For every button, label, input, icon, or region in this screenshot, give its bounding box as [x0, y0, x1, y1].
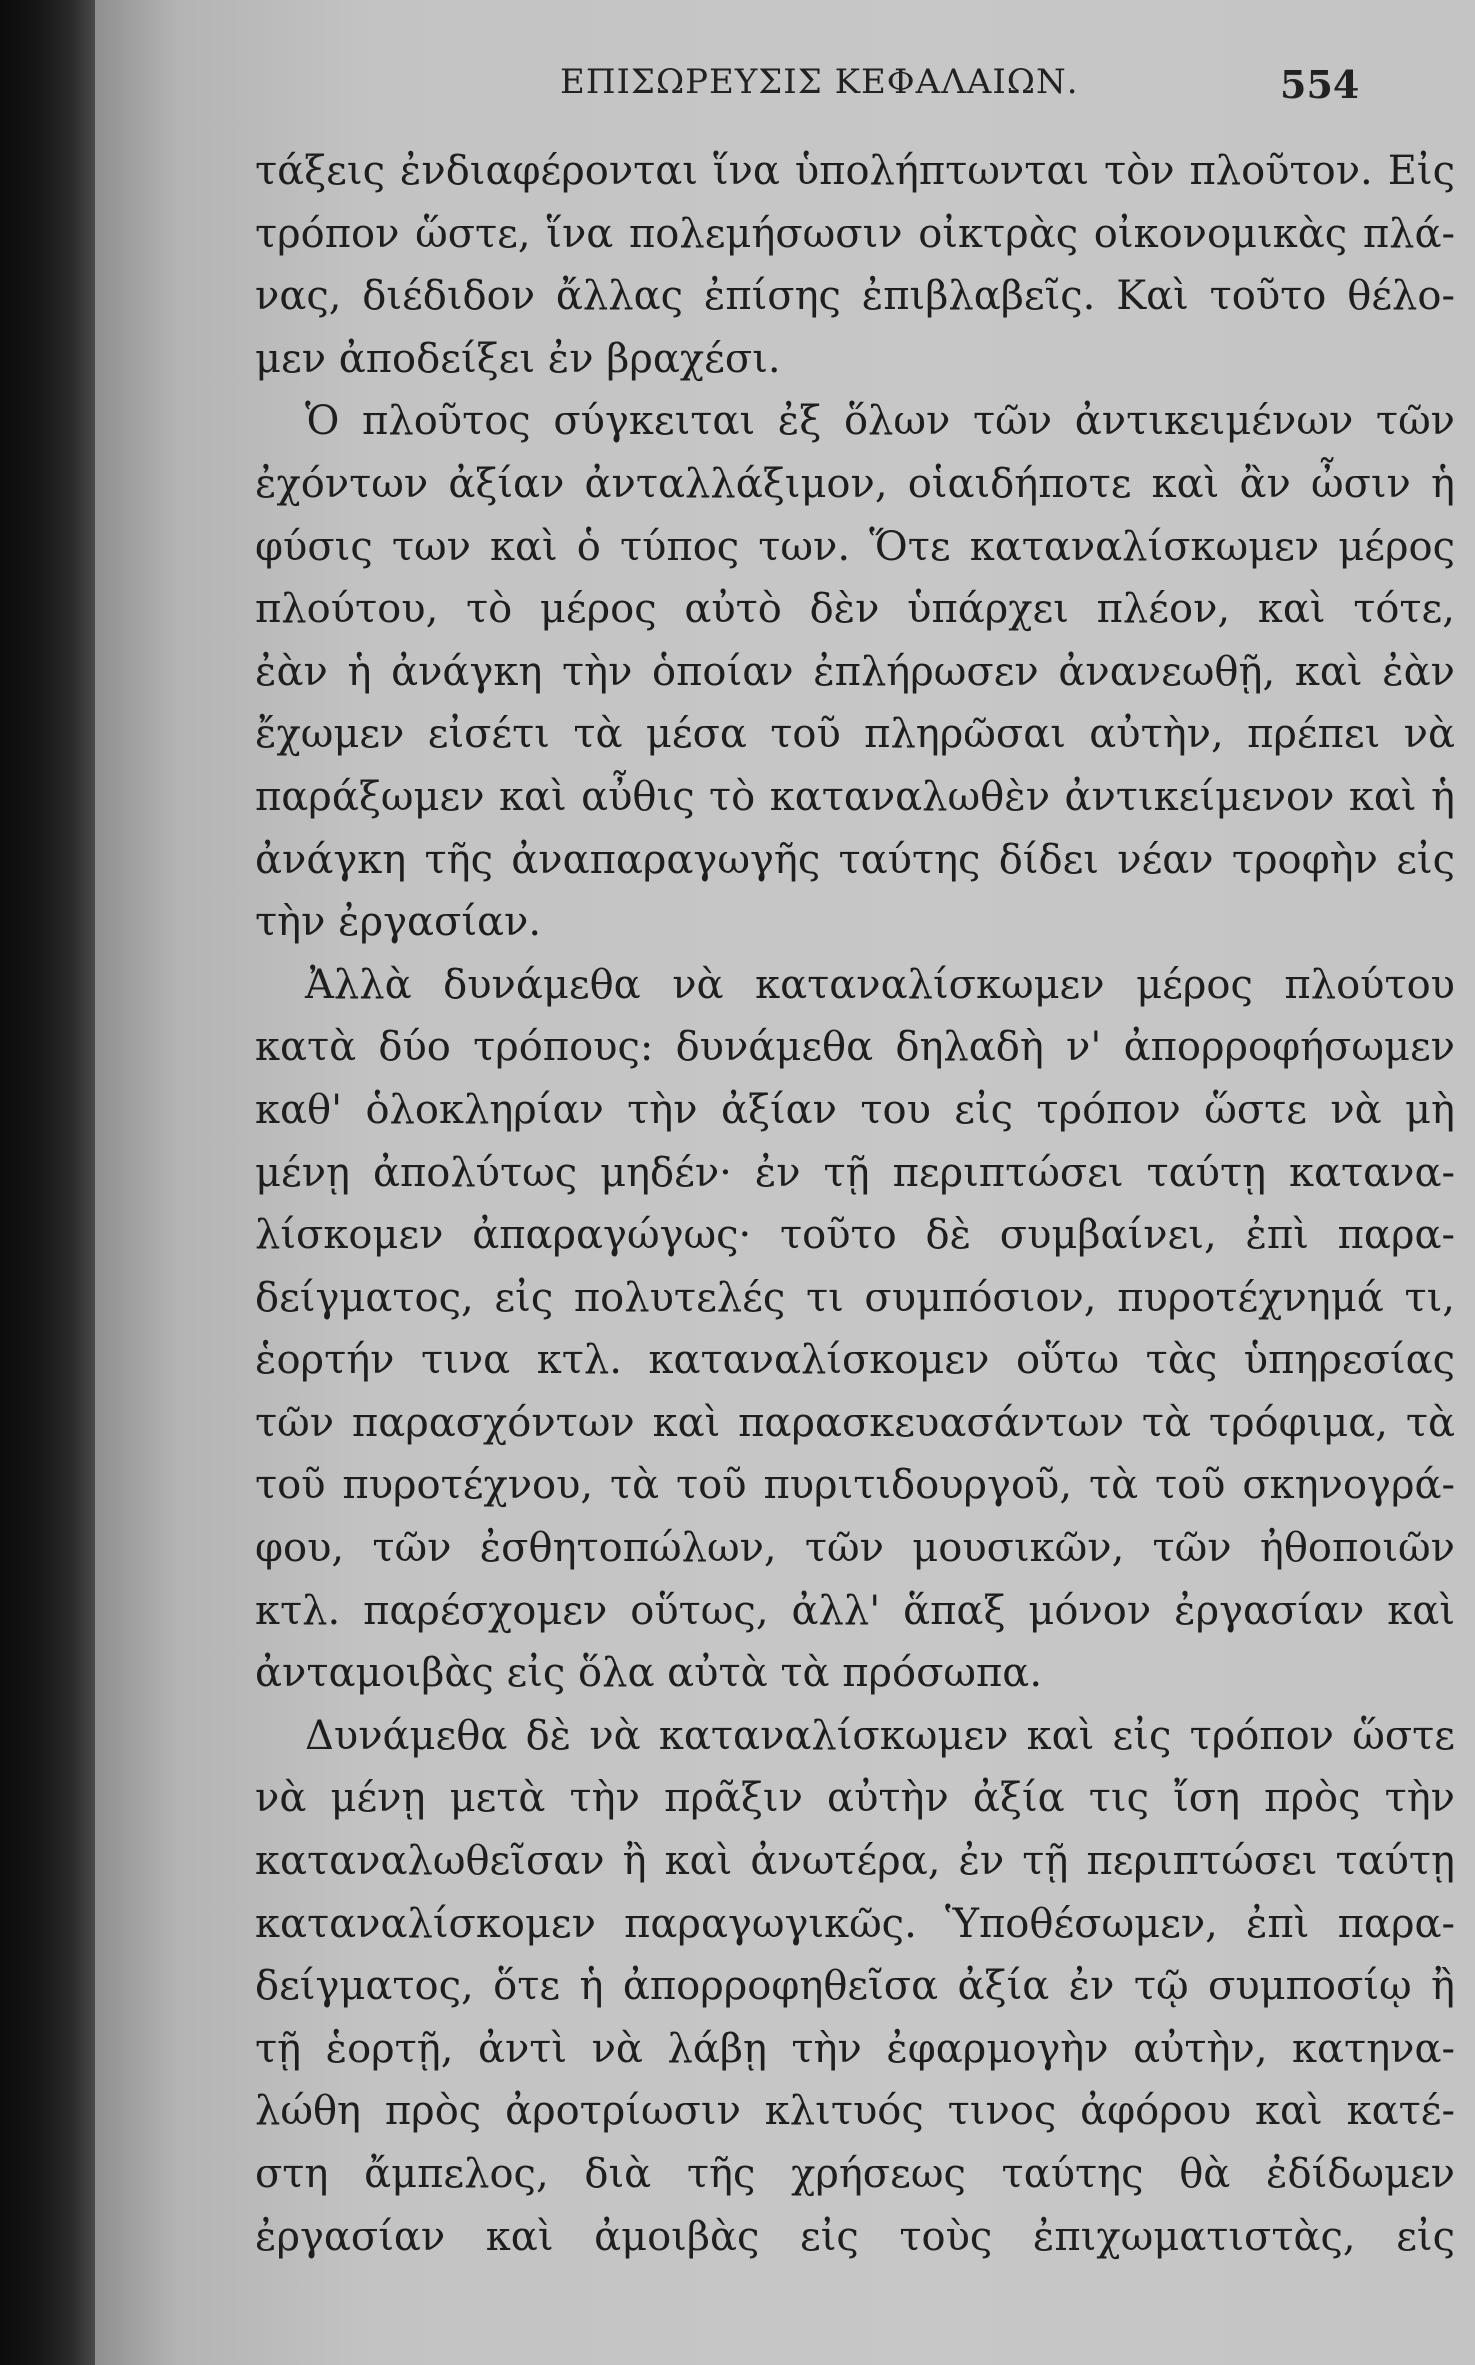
text-line: φύσις των καὶ ὁ τύπος των. Ὅτε καταναλίσκωμεν μέρος — [255, 523, 1455, 570]
paragraph-end-line: μεν ἀποδείξει ἐν βραχέσι. — [255, 335, 781, 382]
text-line: λίσκομεν ἀπαραγώγως· τοῦτο δὲ συμβαίνει, ἐπὶ παρα- — [255, 1212, 1455, 1259]
paragraph-start-line: Ἀλλὰ δυνάμεθα νὰ καταναλίσκωμεν μέρος πλούτου — [305, 961, 1455, 1008]
text-line: δείγματος, ὅτε ἡ ἀπορροφηθεῖσα ἀξία ἐν τῷ συμποσίῳ ἢ — [255, 1963, 1455, 2010]
text-line: ἔχωμεν εἰσέτι τὰ μέσα τοῦ πληρῶσαι αὐτὴν, πρέπει νὰ — [255, 711, 1455, 758]
text-line: τῇ ἑορτῇ, ἀντὶ νὰ λάβῃ τὴν ἐφαρμογὴν αὐτὴν, κατηνα- — [255, 2025, 1455, 2072]
text-line: μένῃ ἀπολύτως μηδέν· ἐν τῇ περιπτώσει ταύτῃ κατανα- — [255, 1149, 1455, 1196]
text-line: κτλ. παρέσχομεν οὕτως, ἀλλ' ἅπαξ μόνον ἐργασίαν καὶ — [255, 1587, 1455, 1634]
text-line: παράξωμεν καὶ αὖθις τὸ καταναλωθὲν ἀντικείμενον καὶ ἡ — [255, 773, 1455, 820]
text-line: καθ' ὁλοκληρίαν τὴν ἀξίαν του εἰς τρόπον ὥστε νὰ μὴ — [255, 1086, 1455, 1133]
text-line: νὰ μένῃ μετὰ τὴν πρᾶξιν αὐτὴν ἀξία τις ἴση πρὸς τὴν — [255, 1775, 1455, 1822]
text-line: τῶν παρασχόντων καὶ παρασκευασάντων τὰ τρόφιμα, τὰ — [255, 1399, 1455, 1446]
running-head: ΕΠΙΣΩΡΕΥΣΙΣ ΚΕΦΑΛΑΙΩΝ. — [560, 62, 1079, 102]
text-line: ἀνάγκη τῆς ἀναπαραγωγῆς ταύτης δίδει νέαν τροφὴν εἰς — [255, 836, 1455, 883]
text-line: δείγματος, εἰς πολυτελές τι συμπόσιον, πυροτέχνημά τι, — [255, 1274, 1455, 1321]
paragraph-start-line: Δυνάμεθα δὲ νὰ καταναλίσκωμεν καὶ εἰς τρόπον ὥστε — [305, 1712, 1455, 1759]
text-line: ἑορτήν τινα κτλ. καταναλίσκομεν οὕτω τὰς ὑπηρεσίας — [255, 1337, 1455, 1384]
text-line: νας, διέδιδον ἄλλας ἐπίσης ἐπιβλαβεῖς. Καὶ τοῦτο θέλο- — [255, 273, 1455, 320]
text-line: πλούτου, τὸ μέρος αὐτὸ δὲν ὑπάρχει πλέον, καὶ τότε, — [255, 586, 1455, 633]
text-line: φου, τῶν ἐσθητοπώλων, τῶν μουσικῶν, τῶν ἠθοποιῶν — [255, 1525, 1455, 1572]
text-line: ἐχόντων ἀξίαν ἀνταλλάξιμον, οἱαιδήποτε καὶ ἂν ὦσιν ἡ — [255, 460, 1455, 507]
text-line: τρόπον ὥστε, ἵνα πολεμήσωσιν οἰκτρὰς οἰκονομικὰς πλά- — [255, 210, 1455, 257]
body-text — [255, 140, 1455, 2268]
text-line: καταναλίσκομεν παραγωγικῶς. Ὑποθέσωμεν, ἐπὶ παρα- — [255, 1900, 1455, 1947]
paragraph-start-line: Ὁ πλοῦτος σύγκειται ἐξ ὅλων τῶν ἀντικειμένων τῶν — [305, 398, 1455, 445]
text-line: ἐργασίαν καὶ ἀμοιβὰς εἰς τοὺς ἐπιχωματιστὰς, εἰς — [255, 2213, 1455, 2260]
book-page — [95, 0, 1475, 2365]
text-line: τοῦ πυροτέχνου, τὰ τοῦ πυριτιδουργοῦ, τὰ τοῦ σκηνογρά- — [255, 1462, 1455, 1509]
page-number: 554 — [1280, 62, 1360, 107]
text-line: κατὰ δύο τρόπους: δυνάμεθα δηλαδὴ ν' ἀπορροφήσωμεν — [255, 1024, 1455, 1071]
text-line: ἐὰν ἡ ἀνάγκη τὴν ὁποίαν ἐπλήρωσεν ἀνανεωθῇ, καὶ ἐὰν — [255, 648, 1455, 695]
text-line: στη ἄμπελος, διὰ τῆς χρήσεως ταύτης θὰ ἐδίδωμεν — [255, 2151, 1455, 2197]
paragraph-end-line: ἀνταμοιβὰς εἰς ὅλα αὐτὰ τὰ πρόσωπα. — [255, 1650, 1043, 1697]
text-line: τάξεις ἐνδιαφέρονται ἵνα ὑπολήπτωνται τὸν πλοῦτον. Εἰς — [255, 148, 1455, 194]
text-line: λώθη πρὸς ἀροτρίωσιν κλιτυός τινος ἀφόρου καὶ κατέ- — [255, 2088, 1455, 2135]
text-line: καταναλωθεῖσαν ἢ καὶ ἀνωτέρα, ἐν τῇ περιπτώσει ταύτῃ — [255, 1838, 1455, 1885]
paragraph-end-line: τὴν ἐργασίαν. — [255, 899, 542, 946]
book-spine-shadow — [0, 0, 95, 2365]
